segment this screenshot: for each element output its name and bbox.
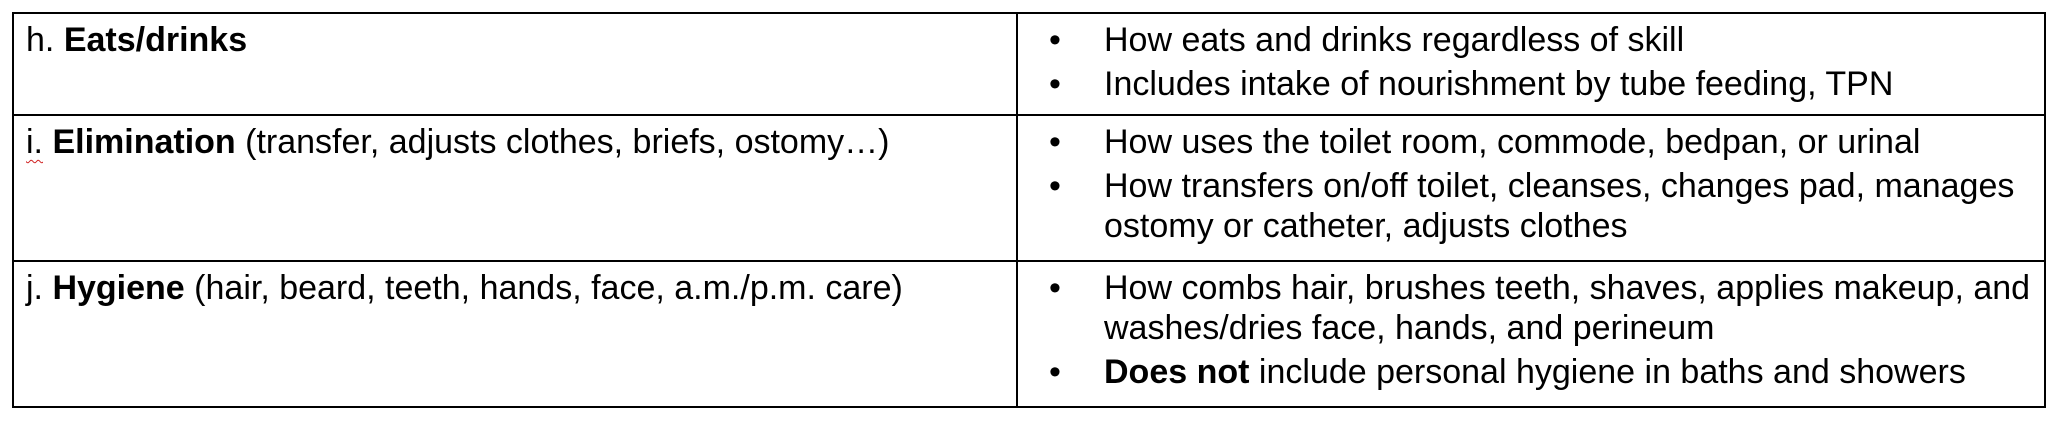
category-cell-hygiene	[13, 261, 1017, 407]
list-item	[1030, 166, 2032, 246]
list-item	[1030, 20, 2032, 60]
list-item	[1030, 122, 2032, 162]
category-detail: (hair, beard, teeth, hands, face, a.m./p.m. care)	[194, 269, 903, 307]
list-item	[1030, 268, 2032, 348]
description-list	[1030, 268, 2032, 392]
category-name: Hygiene	[52, 269, 185, 307]
bullet-icon: •	[1049, 167, 1061, 205]
item-letter: h.	[26, 21, 55, 59]
bullet-icon: •	[1049, 21, 1061, 59]
item-letter: j.	[26, 269, 43, 307]
list-item	[1030, 64, 2032, 104]
description-cell-elimination	[1017, 115, 2045, 261]
category-detail: (transfer, adjusts clothes, briefs, ostomy…)	[245, 123, 890, 161]
category-name: Elimination	[52, 123, 236, 161]
description-cell-hygiene	[1017, 261, 2045, 407]
list-item-text: include personal hygiene in baths and showers	[1258, 353, 1966, 391]
description-list	[1030, 20, 2032, 104]
table-row	[13, 13, 2045, 115]
bullet-icon: •	[1049, 353, 1061, 391]
category-cell-eats-drinks	[13, 13, 1017, 115]
bullet-icon: •	[1049, 269, 1061, 307]
bullet-icon: •	[1049, 123, 1061, 161]
description-list	[1030, 122, 2032, 246]
item-letter: i.	[26, 123, 43, 161]
table-row	[13, 261, 2045, 407]
bullet-icon: •	[1049, 65, 1061, 103]
list-item-text: How transfers on/off toilet, cleanses, changes pad, manages ostomy or catheter, adjusts clothes	[1104, 167, 2015, 245]
list-item-text: How uses the toilet room, commode, bedpan, or urinal	[1104, 123, 1921, 161]
adl-criteria-table	[12, 12, 2046, 408]
category-cell-elimination	[13, 115, 1017, 261]
table-row	[13, 115, 2045, 261]
list-item-text: How eats and drinks regardless of skill	[1104, 21, 1685, 59]
description-cell-eats-drinks	[1017, 13, 2045, 115]
list-item	[1030, 352, 2032, 392]
emphasis-text: Does not	[1104, 353, 1250, 391]
list-item-text: Includes intake of nourishment by tube feeding, TPN	[1104, 65, 1894, 103]
category-name: Eats/drinks	[63, 21, 248, 59]
list-item-text: How combs hair, brushes teeth, shaves, applies makeup, and washes/dries face, hands, and perineum	[1104, 269, 2031, 347]
